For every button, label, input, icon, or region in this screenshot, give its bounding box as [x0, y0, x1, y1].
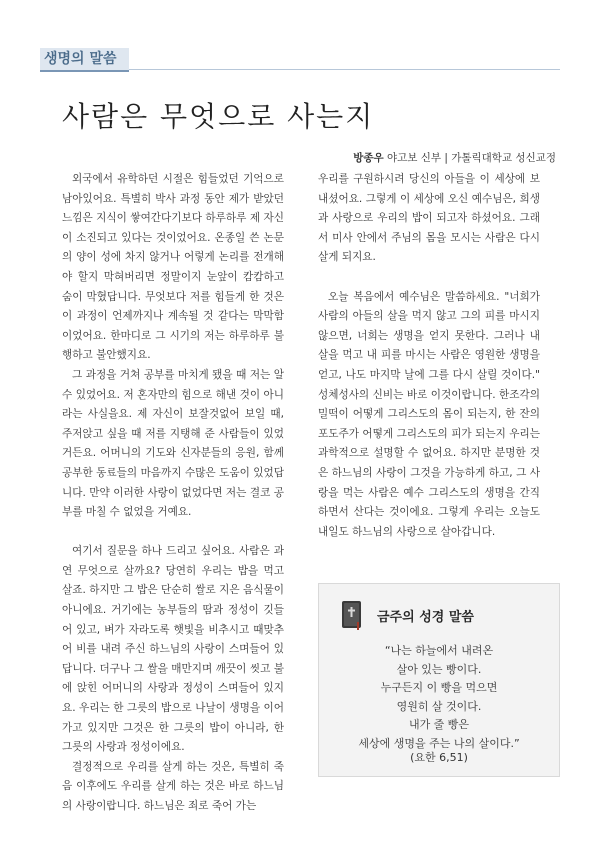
verse-line: 내가 줄 빵은	[408, 718, 470, 731]
verse-line: 살아 있는 빵이다.	[396, 662, 482, 676]
author-affiliation: 야고보 신부 | 가톨릭대학교 성신교정	[383, 152, 556, 164]
paragraph: 외국에서 유학하던 시절은 힘들었던 기억으로 남아있어요. 특별히 박사 과정 동안 제가 받았던 느낌은 지식이 쌓여간다기보다 하루하루 제 자신이 소진되고 있다는 것이었어요. 온종일 쓴 논문의 양이 성에 차지 않거나 어렇게 논리를 전개해야 할지 막혀버리면 정말이지 눈앞이 캄캄하고 숨이 막혔답니다. 무엇보다 저를 힘들게 한 것은 이 과정이 언제까지나 계속될 것 같다는 막막함이었어요. 한마디로 그 시기의 저는 하루하루 불행하고 불안했지요.	[62, 173, 284, 362]
verse-reference: (요한 6,51)	[410, 751, 468, 764]
paragraph: 오늘 복음에서 예수님은 말씀하세요. "너희가 사람의 아들의 살을 먹지 않고 그의 피를 마시지 않으면, 너희는 생명을 얻지 못한다. 그러나 내 살을 먹고 내 피를 마시는 사람은 영원한 생명을 얻고, 나도 마지막 날에 그를 다시 살릴 것이다." 성체성사의 신비는 바로 이것이랍니다. 한조각의 밀떡이 어떻게 그리스도의 몸이 되는지, 한 잔의 포도주가 어떻게 그리스도의 피가 되는지 우리는 과학적으로 설명할 수 없어요. 하지만 분명한 것은 하느님의 사랑이 그것을 가능하게 하고, 그 사랑을 먹는 사람은 예수 그리스도의 생명을 간직하면서 산다는 것이에요. 그렇게 우리는 오늘도 내일도 하느님의 사랑으로 살아갑니다.	[318, 290, 540, 538]
byline	[353, 150, 556, 165]
verse-line: “나는 하늘에서 내려온	[384, 644, 494, 657]
scripture-box-title: 금주의 성경 말씀	[377, 610, 474, 625]
scripture-verse	[339, 642, 539, 753]
author-name: 방종우	[353, 152, 384, 164]
paragraph: 그 과정을 거쳐 공부를 마치게 됐을 때 저는 알 수 있었어요. 저 혼자만의 힘으로 해낸 것이 아니라는 사실을요. 제 자신이 보잘것없어 보일 때, 주저앉고 싶을 때 저를 지탱해 준 사람들이 있었거든요. 어머니의 기도와 신자분들의 응원, 함께 공부한 동료들의 마음까지 수많은 도움이 있었답니다. 만약 이러한 사랑이 없었다면 저는 결코 공부를 마칠 수 없었을 거예요.	[62, 368, 284, 519]
verse-line: 세상에 생명을 주는 나의 살이다.”	[358, 736, 520, 750]
right-column	[318, 170, 540, 542]
article-title: 사람은 무엇으로 사는지	[62, 100, 375, 133]
verse-line: 영원히 살 것이다.	[396, 699, 482, 713]
scripture-box	[318, 583, 560, 777]
bible-icon	[341, 600, 363, 630]
paragraph: 우리를 구원하시려 당신의 아들을 이 세상에 보내셨어요. 그렇게 이 세상에 오신 예수님은, 희생과 사랑으로 우리의 밥이 되고자 하셨어요. 그래서 미사 안에서 주님의 몸을 모시는 사람은 다시 살게 되지요.	[318, 173, 540, 264]
section-label: 생명의 말씀	[40, 48, 129, 72]
paragraph: 결정적으로 우리를 살게 하는 것은, 특별히 죽음 이후에도 우리를 살게 하는 것은 바로 하느님의 사랑이랍니다. 하느님은 죄로 죽어 가는	[62, 760, 284, 812]
verse-line: 누구든지 이 빵을 먹으면	[380, 681, 498, 694]
paragraph: 여기서 질문을 하나 드리고 싶어요. 사람은 과연 무엇으로 살까요? 당연히 우리는 밥을 먹고 살죠. 하지만 그 밥은 단순히 쌀로 지은 음식물이 아니에요. 거기에는 농부들의 땀과 정성이 깃들어 있고, 벼가 자라도록 햇빛을 비추시고 때맞추어 비를 내려 주신 하느님의 사랑이 스며들어 있답니다. 더구나 그 쌀을 매만지며 깨끗이 씻고 불에 앉힌 어머니의 사랑과 정성이 스며들어 있지요. 우리는 한 그릇의 밥으로 나날이 생명을 이어 가고 있지만 그것은 한 그릇의 밥이 아니라, 한 그릇의 사랑과 정성이에요.	[62, 545, 284, 754]
left-column	[62, 170, 284, 817]
